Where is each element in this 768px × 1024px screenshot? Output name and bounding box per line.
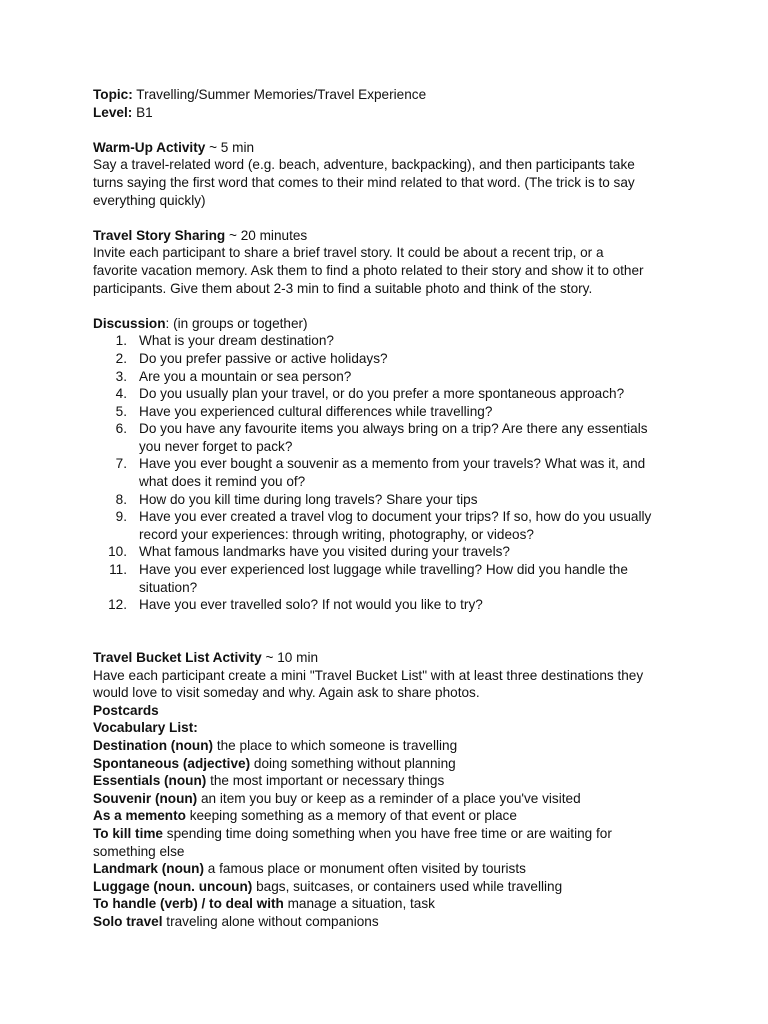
bucket-duration: ~ 10 min: [261, 650, 319, 665]
story-text-line: participants. Give them about 2-3 min to find a suitable photo and think of the story.: [93, 280, 593, 296]
level-label: Level:: [93, 104, 133, 120]
question-number: 3.: [115, 368, 127, 384]
list-item: [93, 543, 693, 561]
question-number: 5.: [115, 403, 127, 419]
vocab-term: Landmark (noun): [93, 861, 205, 877]
vocab-term: Souvenir (noun): [93, 790, 198, 806]
list-item: [93, 455, 693, 490]
question-text: What famous landmarks have you visited during your travels?: [139, 544, 510, 560]
discussion-question-list: [93, 332, 693, 614]
vocab-entry: [93, 825, 693, 843]
story-duration: ~ 20 minutes: [225, 227, 308, 243]
warmup-heading: [93, 139, 693, 157]
question-number: 1.: [115, 333, 127, 349]
question-text-continued: record your experiences: through writing, photography, or videos?: [139, 526, 534, 542]
story-text-line: favorite vacation memory. Ask them to find a photo related to their story and show it to other: [93, 262, 644, 278]
list-item: [93, 596, 693, 614]
list-item: [93, 368, 693, 386]
vocab-entry: [93, 737, 693, 755]
list-item: [93, 491, 693, 509]
vocab-entry: [93, 860, 693, 878]
warmup-title: Warm-Up Activity: [93, 139, 206, 155]
question-text-continued: you never forget to pack?: [139, 438, 293, 454]
question-text: Do you have any favourite items you always bring on a trip? Are there any essentials: [139, 421, 648, 437]
warmup-text-line: turns saying the first word that comes to their mind related to that word. (The trick is to say: [93, 174, 635, 190]
question-number: 9.: [115, 509, 127, 525]
vocab-definition: keeping something as a memory of that event or place: [185, 808, 517, 824]
question-text: Have you ever travelled solo? If not would you like to try?: [139, 597, 483, 613]
list-item: [93, 508, 693, 543]
vocab-entry: [93, 807, 693, 825]
bucket-text-line: would love to visit someday and why. Again ask to share photos.: [93, 685, 480, 701]
question-number: 7.: [115, 456, 127, 472]
question-text: Have you experienced cultural differences while travelling?: [139, 403, 493, 419]
discussion-title: Discussion: [93, 315, 166, 331]
list-item: [93, 385, 693, 403]
vocab-definition: a famous place or monument often visited by tourists: [204, 861, 526, 877]
vocab-definition: bags, suitcases, or containers used while travelling: [252, 878, 563, 894]
question-number: 6.: [115, 421, 127, 437]
vocab-definition: the place to which someone is travelling: [213, 737, 458, 753]
question-number: 12.: [108, 597, 127, 613]
spacer: [93, 297, 693, 315]
question-number: 2.: [115, 350, 127, 366]
vocab-definition: spending time doing something when you have free time or are waiting for: [163, 825, 612, 841]
vocab-term: Luggage (noun. uncoun): [93, 878, 253, 894]
question-number: 11.: [109, 562, 127, 578]
vocab-definition: traveling alone without companions: [162, 913, 379, 929]
list-item: [93, 420, 693, 455]
question-text-continued: situation?: [139, 579, 198, 595]
story-title: Travel Story Sharing: [93, 227, 226, 243]
bucket-heading: [93, 649, 693, 667]
list-item: [93, 350, 693, 368]
question-text: Do you usually plan your travel, or do you prefer a more spontaneous approach?: [139, 386, 625, 402]
question-text: Have you ever bought a souvenir as a memento from your travels? What was it, and: [139, 456, 646, 472]
topic-label: Topic:: [93, 87, 133, 102]
question-text: Do you prefer passive or active holidays?: [139, 350, 388, 366]
vocab-entry: [93, 755, 693, 773]
question-text: Have you ever created a travel vlog to document your trips? If so, how do you usually: [139, 509, 652, 525]
list-item: [93, 403, 693, 421]
spacer: [93, 121, 693, 139]
vocab-term: Destination (noun): [93, 737, 214, 753]
question-number: 10.: [108, 544, 127, 560]
spacer: [93, 614, 693, 649]
warmup-duration: ~ 5 min: [205, 139, 255, 155]
vocab-definition: an item you buy or keep as a reminder of a place you've visited: [197, 790, 581, 806]
question-text: Have you ever experienced lost luggage while travelling? How did you handle the: [139, 562, 628, 578]
vocab-entry: [93, 913, 693, 931]
vocab-term: To kill time: [93, 825, 163, 841]
vocab-definition: doing something without planning: [250, 755, 456, 771]
vocab-entry: [93, 790, 693, 808]
topic-line: [93, 86, 693, 104]
level-value: B1: [132, 104, 153, 120]
level-line: [93, 104, 693, 122]
vocab-term: To handle (verb) / to deal with: [93, 896, 284, 912]
story-text-line: Invite each participant to share a brief travel story. It could be about a recent trip, or a: [93, 245, 604, 261]
vocab-term: As a memento: [93, 808, 186, 824]
discussion-heading: [93, 315, 693, 333]
question-text: Are you a mountain or sea person?: [139, 368, 352, 384]
question-text-continued: what does it remind you of?: [139, 474, 306, 490]
question-text: How do you kill time during long travels? Share your tips: [139, 491, 478, 507]
vocab-entry: [93, 772, 693, 790]
vocab-definition-continued: something else: [93, 843, 185, 859]
question-text: What is your dream destination?: [139, 333, 334, 349]
warmup-text-line: everything quickly): [93, 192, 206, 208]
bucket-title: Travel Bucket List Activity: [93, 650, 262, 665]
vocab-definition: manage a situation, task: [283, 896, 435, 912]
warmup-text-line: Say a travel-related word (e.g. beach, adventure, backpacking), and then participants take: [93, 157, 635, 173]
list-item: [93, 561, 693, 596]
question-number: 4.: [115, 386, 127, 402]
topic-value: Travelling/Summer Memories/Travel Experience: [132, 87, 427, 102]
postcards-heading: Postcards: [93, 702, 159, 718]
discussion-subtitle: : (in groups or together): [165, 315, 308, 331]
vocab-heading: Vocabulary List:: [93, 720, 198, 736]
document-page: [93, 86, 693, 931]
story-heading: [93, 227, 693, 245]
spacer: [93, 209, 693, 227]
vocab-entry: [93, 895, 693, 913]
vocab-term: Spontaneous (adjective): [93, 755, 251, 771]
vocab-term: Essentials (noun): [93, 773, 207, 789]
vocab-term: Solo travel: [93, 913, 163, 929]
bucket-text-line: Have each participant create a mini "Travel Bucket List" with at least three destinations they: [93, 667, 644, 683]
vocab-entry: [93, 878, 693, 896]
vocab-definition: the most important or necessary things: [206, 773, 445, 789]
list-item: [93, 332, 693, 350]
question-number: 8.: [115, 491, 127, 507]
